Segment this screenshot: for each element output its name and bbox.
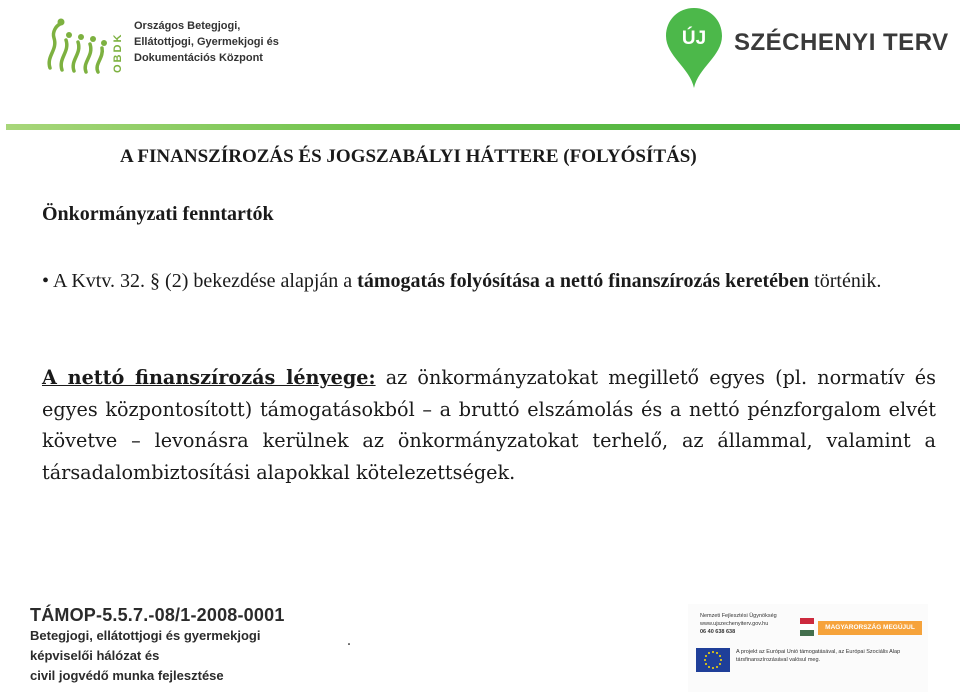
paragraph-folyositas: [42, 266, 936, 297]
bullet-icon: •: [42, 270, 50, 292]
section-subtitle: Önkormányzati fenntartók: [42, 203, 274, 225]
obdk-name: [134, 18, 279, 66]
obdk-name-line-2: Ellátottjogi, Gyermekjogi és: [134, 36, 279, 48]
obdk-logo: [42, 8, 302, 86]
agency-phone: 06 40 638 638: [700, 629, 736, 635]
obdk-figures-icon: [42, 16, 110, 80]
obdk-name-line-1: Országos Betegjogi,: [134, 20, 241, 32]
magyarorszag-megujul-badge: MAGYARORSZÁG MEGÚJUL: [818, 621, 922, 635]
szechenyi-terv-name: SZÉCHENYI TERV: [734, 29, 949, 56]
nfu-eu-logo: [688, 604, 928, 692]
hungarian-flag-icon: [800, 618, 814, 636]
szechenyi-pin-text: ÚJ: [681, 28, 707, 49]
para1-tail: történik.: [809, 270, 882, 292]
project-line-2: képviselői hálózat és: [30, 648, 160, 663]
page-title: A FINANSZÍROZÁS ÉS JOGSZABÁLYI HÁTTERE (FOLYÓSÍTÁS): [120, 146, 697, 167]
eu-flag-icon: [696, 648, 730, 672]
paragraph-netto-finanszirozas: [42, 362, 936, 488]
agency-info: [700, 612, 777, 636]
obdk-acronym: OBDK: [112, 32, 124, 74]
project-info: [30, 604, 285, 686]
para2-label: A nettó finanszírozás lényege:: [42, 366, 376, 389]
para1-lead: A Kvtv. 32. § (2) bekezdése alapján a: [53, 270, 358, 292]
szechenyi-terv-logo: [664, 6, 949, 90]
agency-name: Nemzeti Fejlesztési Ügynökség: [700, 613, 777, 619]
project-line-1: Betegjogi, ellátottjogi és gyermekjogi: [30, 628, 261, 643]
project-code: TÁMOP-5.5.7.-08/1-2008-0001: [30, 605, 285, 625]
para1-bold: támogatás folyósítása a nettó finanszírozás keretében: [357, 270, 810, 292]
para2-text: az önkormányzatokat megillető egyes (pl. normatív és egyes központosított) támogatásokból – a bruttó elszámolás és a nettó pénzforgalom elvét követve – levonásra kerülnek az önkormányzatokat terhelő, az állammal, valamint a társadalombiztosítási alapokkal kötelezettségek.: [42, 366, 936, 484]
footer-dot: .: [347, 632, 351, 649]
header-divider: [6, 124, 960, 130]
obdk-name-line-3: Dokumentációs Központ: [134, 52, 263, 64]
agency-website: www.ujszechenyiterv.gov.hu: [700, 621, 769, 627]
eu-funding-text: A projekt az Európai Unió támogatásával, az Európai Szociális Alap társfinanszírozásával valósul meg.: [736, 649, 901, 663]
project-line-3: civil jogvédő munka fejlesztése: [30, 668, 224, 683]
